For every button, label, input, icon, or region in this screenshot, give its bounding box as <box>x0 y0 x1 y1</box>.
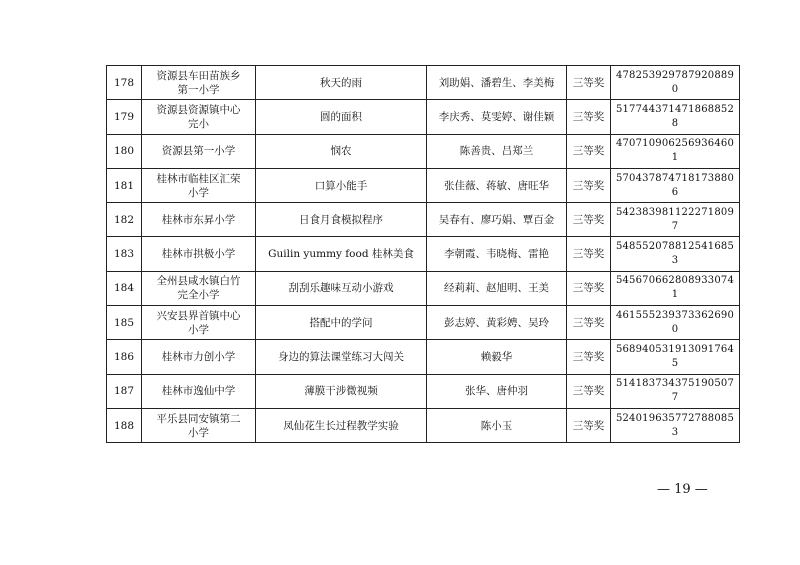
row-number: 185 <box>107 306 142 340</box>
table-row <box>107 100 740 134</box>
work-title: 搭配中的学问 <box>256 306 427 340</box>
school-name: 资源县车田苗族乡第一小学 <box>142 66 256 100</box>
work-title: 口算小能手 <box>256 168 427 202</box>
award-level: 三等奖 <box>567 374 611 408</box>
school-name: 平乐县同安镇第二小学 <box>142 408 256 442</box>
work-title: 圆的面积 <box>256 100 427 134</box>
work-title: 悯农 <box>256 134 427 168</box>
certificate-number: 4782539297879208890 <box>611 66 740 100</box>
certificate-number: 5485520788125416853 <box>611 237 740 271</box>
authors: 吴春有、廖巧娟、覃百金 <box>427 203 567 237</box>
table-row <box>107 66 740 100</box>
work-title: 身边的算法课堂练习大闯关 <box>256 340 427 374</box>
school-name: 全州县咸水镇白竹完全小学 <box>142 271 256 305</box>
school-name: 资源县资源镇中心完小 <box>142 100 256 134</box>
award-level: 三等奖 <box>567 340 611 374</box>
authors: 李朝霞、韦晓梅、雷艳 <box>427 237 567 271</box>
authors: 张华、唐仲羽 <box>427 374 567 408</box>
row-number: 179 <box>107 100 142 134</box>
award-level: 三等奖 <box>567 100 611 134</box>
table-row <box>107 306 740 340</box>
authors: 刘助娟、潘碧生、李美梅 <box>427 66 567 100</box>
work-title: Guilin yummy food 桂林美食 <box>256 237 427 271</box>
authors: 陈小玉 <box>427 408 567 442</box>
certificate-number: 5177443714718688528 <box>611 100 740 134</box>
work-title: 薄膜干涉微视频 <box>256 374 427 408</box>
table-row <box>107 237 740 271</box>
row-number: 186 <box>107 340 142 374</box>
certificate-number: 5704378747181738806 <box>611 168 740 202</box>
school-name: 桂林市拱极小学 <box>142 237 256 271</box>
authors: 李庆秀、莫雯婷、谢佳颖 <box>427 100 567 134</box>
table-row <box>107 134 740 168</box>
award-level: 三等奖 <box>567 237 611 271</box>
row-number: 181 <box>107 168 142 202</box>
award-level: 三等奖 <box>567 306 611 340</box>
award-level: 三等奖 <box>567 66 611 100</box>
award-level: 三等奖 <box>567 134 611 168</box>
certificate-number: 5423839811222718097 <box>611 203 740 237</box>
certificate-number: 4707109062569364601 <box>611 134 740 168</box>
work-title: 凤仙花生长过程教学实验 <box>256 408 427 442</box>
award-table <box>106 65 740 443</box>
school-name: 桂林市力创小学 <box>142 340 256 374</box>
work-title: 刮刮乐趣味互动小游戏 <box>256 271 427 305</box>
row-number: 178 <box>107 66 142 100</box>
row-number: 188 <box>107 408 142 442</box>
table-row <box>107 340 740 374</box>
certificate-number: 4615552393733626900 <box>611 306 740 340</box>
row-number: 184 <box>107 271 142 305</box>
award-level: 三等奖 <box>567 271 611 305</box>
school-name: 桂林市逸仙中学 <box>142 374 256 408</box>
table-row <box>107 203 740 237</box>
certificate-number: 5141837343751905077 <box>611 374 740 408</box>
row-number: 182 <box>107 203 142 237</box>
table-row <box>107 168 740 202</box>
table-row <box>107 408 740 442</box>
row-number: 180 <box>107 134 142 168</box>
school-name: 桂林市东昇小学 <box>142 203 256 237</box>
row-number: 187 <box>107 374 142 408</box>
table-row <box>107 271 740 305</box>
certificate-number: 5456706628089330741 <box>611 271 740 305</box>
authors: 经莉莉、赵旭明、王美 <box>427 271 567 305</box>
page-number: — 19 — <box>657 482 708 497</box>
certificate-number: 5240196357727880853 <box>611 408 740 442</box>
school-name: 资源县第一小学 <box>142 134 256 168</box>
certificate-number: 5689405319130917645 <box>611 340 740 374</box>
authors: 张佳薇、蒋敏、唐旺华 <box>427 168 567 202</box>
authors: 彭志婷、黄彩娉、吴玲 <box>427 306 567 340</box>
award-level: 三等奖 <box>567 168 611 202</box>
work-title: 秋天的雨 <box>256 66 427 100</box>
award-level: 三等奖 <box>567 408 611 442</box>
award-level: 三等奖 <box>567 203 611 237</box>
school-name: 兴安县界首镇中心小学 <box>142 306 256 340</box>
school-name: 桂林市临桂区汇荣小学 <box>142 168 256 202</box>
work-title: 日食月食模拟程序 <box>256 203 427 237</box>
row-number: 183 <box>107 237 142 271</box>
table-row <box>107 374 740 408</box>
authors: 赖毅华 <box>427 340 567 374</box>
authors: 陈善贵、吕郑兰 <box>427 134 567 168</box>
